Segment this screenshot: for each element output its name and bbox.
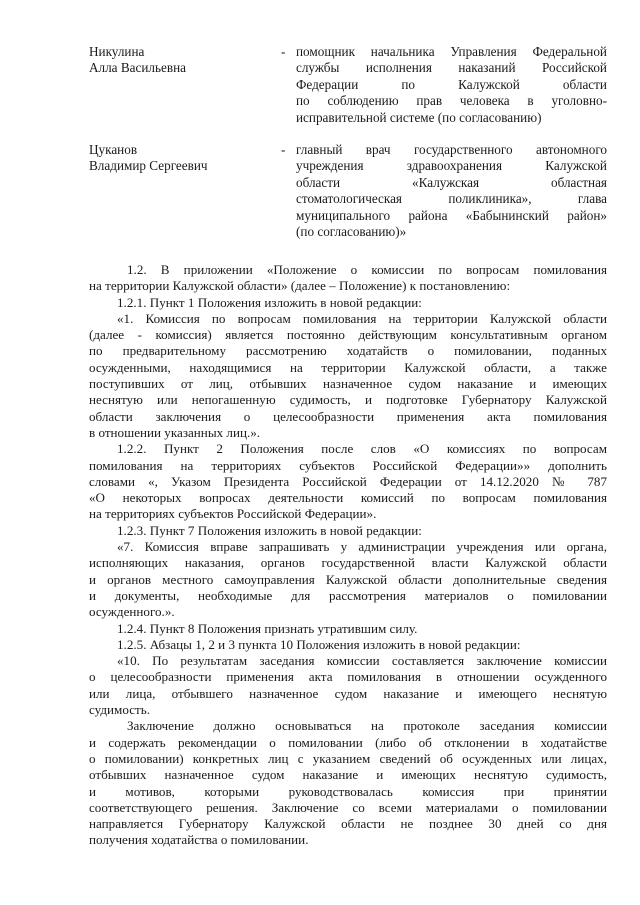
body-text-line: «10. По результатам заседания комиссии составляется заключение комиссии (117, 653, 607, 669)
body-text-line: 1.2.1. Пункт 1 Положения изложить в новой редакции: (117, 294, 422, 310)
body-text-line: на территории Калужской области» (далее – Положение) к постановлению: (89, 278, 511, 294)
body-text-line: о помиловании) конкретных лиц с указанием сведений об осужденных или лицах, (89, 750, 607, 766)
body-text-line: (далее - комиссия) является постоянно действующим консультативным органом (89, 327, 607, 343)
body-text-line: на территориях субъектов Российской Федерации». (89, 506, 377, 522)
body-text-line: осужденного.». (89, 604, 175, 620)
member-role-line: главный врач государственного автономного (296, 142, 607, 157)
body-text-line: и мотивов, которыми руководствовалась комиссия при принятии (89, 783, 607, 799)
body-text-line: Заключение должно основываться на протоколе заседания комиссии (127, 718, 607, 734)
body-text-line: «7. Комиссия вправе запрашивать у администрации учреждения или органа, (117, 539, 607, 555)
body-text-line: в отношении указанных лиц.». (89, 424, 261, 440)
body-text-line: по предварительному рассмотрению ходатайств о помиловании, поданных (89, 343, 607, 359)
body-text-line: словами «, Указом Президента Российской Федерации от 14.12.2020 № 787 (89, 473, 607, 489)
body-text-line: направляется Губернатору Калужской области не позднее 30 дней со дня (89, 816, 607, 832)
member-role-line: по соблюдению прав человека в уголовно- (296, 93, 607, 109)
member-given-name: Владимир Сергеевич (89, 158, 208, 174)
member-role-line: области «Калужская областная (296, 174, 607, 190)
member-surname: Никулина (89, 44, 145, 59)
body-text-line: «1. Комиссия по вопросам помилования на территории Калужской области (117, 310, 607, 326)
member-name (89, 44, 269, 77)
body-text-line: неснятую или непогашенную судимость, и подготовке Губернатору Калужской (89, 392, 607, 408)
body-text-line: 1.2.5. Абзацы 1, 2 и 3 пункта 10 Положения изложить в новой редакции: (117, 636, 521, 652)
body-text-line: и документы, необходимые для рассмотрения материалов о помиловании (89, 587, 607, 603)
body-text-line: судимость. (89, 702, 150, 718)
member-role-line: стоматологическая поликлиника», глава (296, 191, 607, 207)
member-surname: Цуканов (89, 142, 138, 157)
member-role-line: помощник начальника Управления Федеральной (296, 44, 607, 59)
member-role-line: исправительной системе (по согласованию) (296, 109, 542, 125)
body-text-line: 1.2.2. Пункт 2 Положения после слов «О комиссиях по вопросам (117, 441, 607, 457)
body-text-line: осужденными, находящимися на территории Калужской области, а также (89, 359, 607, 375)
member-role-line: (по согласованию)» (296, 224, 407, 240)
member-given-name: Алла Васильевна (89, 60, 186, 76)
member-role-line: Федерации по Калужской области (296, 76, 607, 92)
member-dash: - (281, 142, 286, 157)
member-name (89, 142, 269, 175)
body-text-line: или лица, отбывшего назначенное судом наказание и имеющего неснятую (89, 685, 607, 701)
member-role-line: муниципального района «Бабынинский район» (296, 207, 607, 223)
resolution-body-text (89, 262, 607, 849)
body-text-line: «О некоторых вопросах деятельности комиссий по вопросам помилования (89, 490, 607, 506)
body-text-line: помилования на территориях субъектов Российской Федерации»» дополнить (89, 457, 607, 473)
member-role-line: учреждения здравоохранения Калужской (296, 158, 607, 174)
body-text-line: 1.2.3. Пункт 7 Положения изложить в новой редакции: (117, 522, 422, 538)
body-text-line: исполняющих наказания, органов государственной власти Калужской области (89, 555, 607, 571)
body-text-line: области заключения о целесообразности применения акта помилования (89, 408, 607, 424)
member-role-line: службы исполнения наказаний Российской (296, 60, 607, 76)
body-text-line: и содержать рекомендации о помиловании (либо об отклонении в ходатайстве (89, 734, 607, 750)
body-text-line: отбывших назначенное судом наказание и имеющих неснятую судимость, (89, 767, 607, 783)
member-dash: - (281, 44, 286, 59)
member-role (296, 142, 607, 240)
body-text-line: соответствующего решения. Заключение со всеми материалами о помиловании (89, 799, 607, 815)
body-text-line: и органов местного самоуправления Калужской области дополнительные сведения (89, 571, 607, 587)
body-text-line: 1.2.4. Пункт 8 Положения признать утратившим силу. (117, 620, 418, 636)
body-text-line: получения ходатайства о помиловании. (89, 832, 309, 848)
body-text-line: 1.2. В приложении «Положение о комиссии по вопросам помилования (127, 262, 607, 277)
body-text-line: поступивших от лиц, отбывших назначенное судом наказание и имеющих (89, 376, 607, 392)
member-role (296, 44, 607, 126)
body-text-line: о целесообразности применения акта помилования в отношении осужденного (89, 669, 607, 685)
